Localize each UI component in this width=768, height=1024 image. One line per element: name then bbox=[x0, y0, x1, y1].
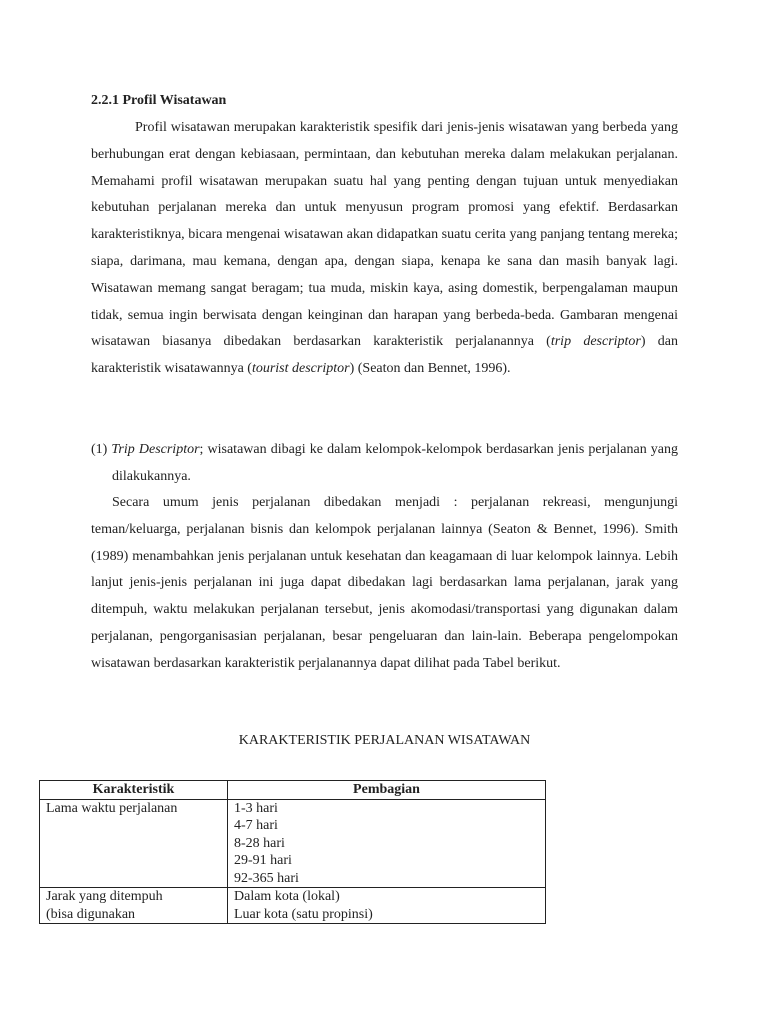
value-line: 92-365 hari bbox=[234, 870, 299, 886]
list-term: Trip Descriptor bbox=[111, 442, 200, 457]
table-header-row bbox=[40, 781, 546, 800]
header-characteristic: Karakteristik bbox=[40, 781, 228, 800]
list-number: (1) bbox=[91, 442, 112, 457]
characteristic-line: Lama waktu perjalanan bbox=[46, 800, 178, 816]
list-item-trip-descriptor bbox=[91, 437, 678, 491]
section-heading: 2.2.1 Profil Wisatawan bbox=[91, 93, 227, 108]
row-characteristic-cell bbox=[40, 888, 228, 924]
table-title: KARAKTERISTIK PERJALANAN WISATAWAN bbox=[238, 733, 531, 748]
header-division: Pembagian bbox=[228, 781, 546, 800]
value-line: 1-3 hari bbox=[234, 800, 278, 816]
intro-text-a: Profil wisatawan merupakan karakteristik spesifik dari jenis-jenis wisatawan yang berbeda yang berhubungan erat dengan kebiasaan, permintaan, dan kebutuhan mereka dalam melakukan perjalanan. Memahami profil wisatawan merupakan suatu hal yang penting dengan tujuan untuk menyediakan kebutuhan perjalanan mereka dan untuk menyusun program promosi yang efektif. Berdasarkan karakteristiknya, bicara mengenai wisatawan akan didapatkan suatu cerita yang panjang tentang mereka; siapa, darimana, mau kemana, dengan apa, dengan siapa, kenapa ke sana dan masih banyak lagi. Wisatawan memang sangat beragam; tua muda, miskin kaya, asing domestik, berpengalaman maupun tidak, semua ingin berwisata dengan keinginan dan harapan yang berbeda-beda. Gambaran mengenai wisatawan biasanya dibedakan berdasarkan karakteristik perjalanannya ( bbox=[91, 120, 678, 350]
tourist-descriptor-term: tourist descriptor bbox=[251, 361, 350, 377]
characteristics-table bbox=[39, 780, 546, 924]
value-line: Luar kota (satu propinsi) bbox=[234, 906, 373, 922]
characteristic-line: Jarak yang ditempuh bbox=[46, 889, 163, 904]
intro-text-b: ) dan karakteristik wisatawannya ( bbox=[91, 334, 678, 377]
list-text: ; wisatawan dibagi ke dalam kelompok-kelompok berdasarkan jenis perjalanan yang dilakukannya. bbox=[112, 442, 678, 484]
table-row bbox=[40, 888, 546, 924]
row-values-cell bbox=[228, 888, 546, 924]
table-row bbox=[40, 799, 546, 888]
row-characteristic-cell bbox=[40, 799, 228, 888]
row-values-cell bbox=[228, 799, 546, 888]
trip-descriptor-term: trip descriptor bbox=[550, 334, 641, 350]
intro-paragraph bbox=[91, 115, 678, 383]
characteristic-line: (bisa digunakan bbox=[46, 906, 136, 922]
value-line: 8-28 hari bbox=[234, 835, 285, 851]
body-paragraph: Secara umum jenis perjalanan dibedakan menjadi : perjalanan rekreasi, mengunjungi teman/keluarga, perjalanan bisnis dan kelompok perjalanan lainnya (Seaton & Bennet, 1996). Smith (1989) menambahkan jenis perjalanan untuk kesehatan dan keagamaan di luar kelompok lainnya. Lebih lanjut jenis-jenis perjalanan ini juga dapat dibedakan lagi berdasarkan lama perjalanan, jarak yang ditempuh, waktu melakukan perjalanan tersebut, jenis akomodasi/transportasi yang digunakan dalam perjalanan, pengorganisasian perjalanan, besar pengeluaran dan lain-lain. Beberapa pengelompokan wisatawan berdasarkan karakteristik perjalanannya dapat dilihat pada Tabel berikut. bbox=[91, 495, 678, 671]
value-line: 29-91 hari bbox=[234, 853, 292, 868]
intro-text-c: ) (Seaton dan Bennet, 1996). bbox=[349, 361, 511, 377]
value-line: 4-7 hari bbox=[234, 818, 278, 833]
value-line: Dalam kota (lokal) bbox=[234, 889, 340, 904]
